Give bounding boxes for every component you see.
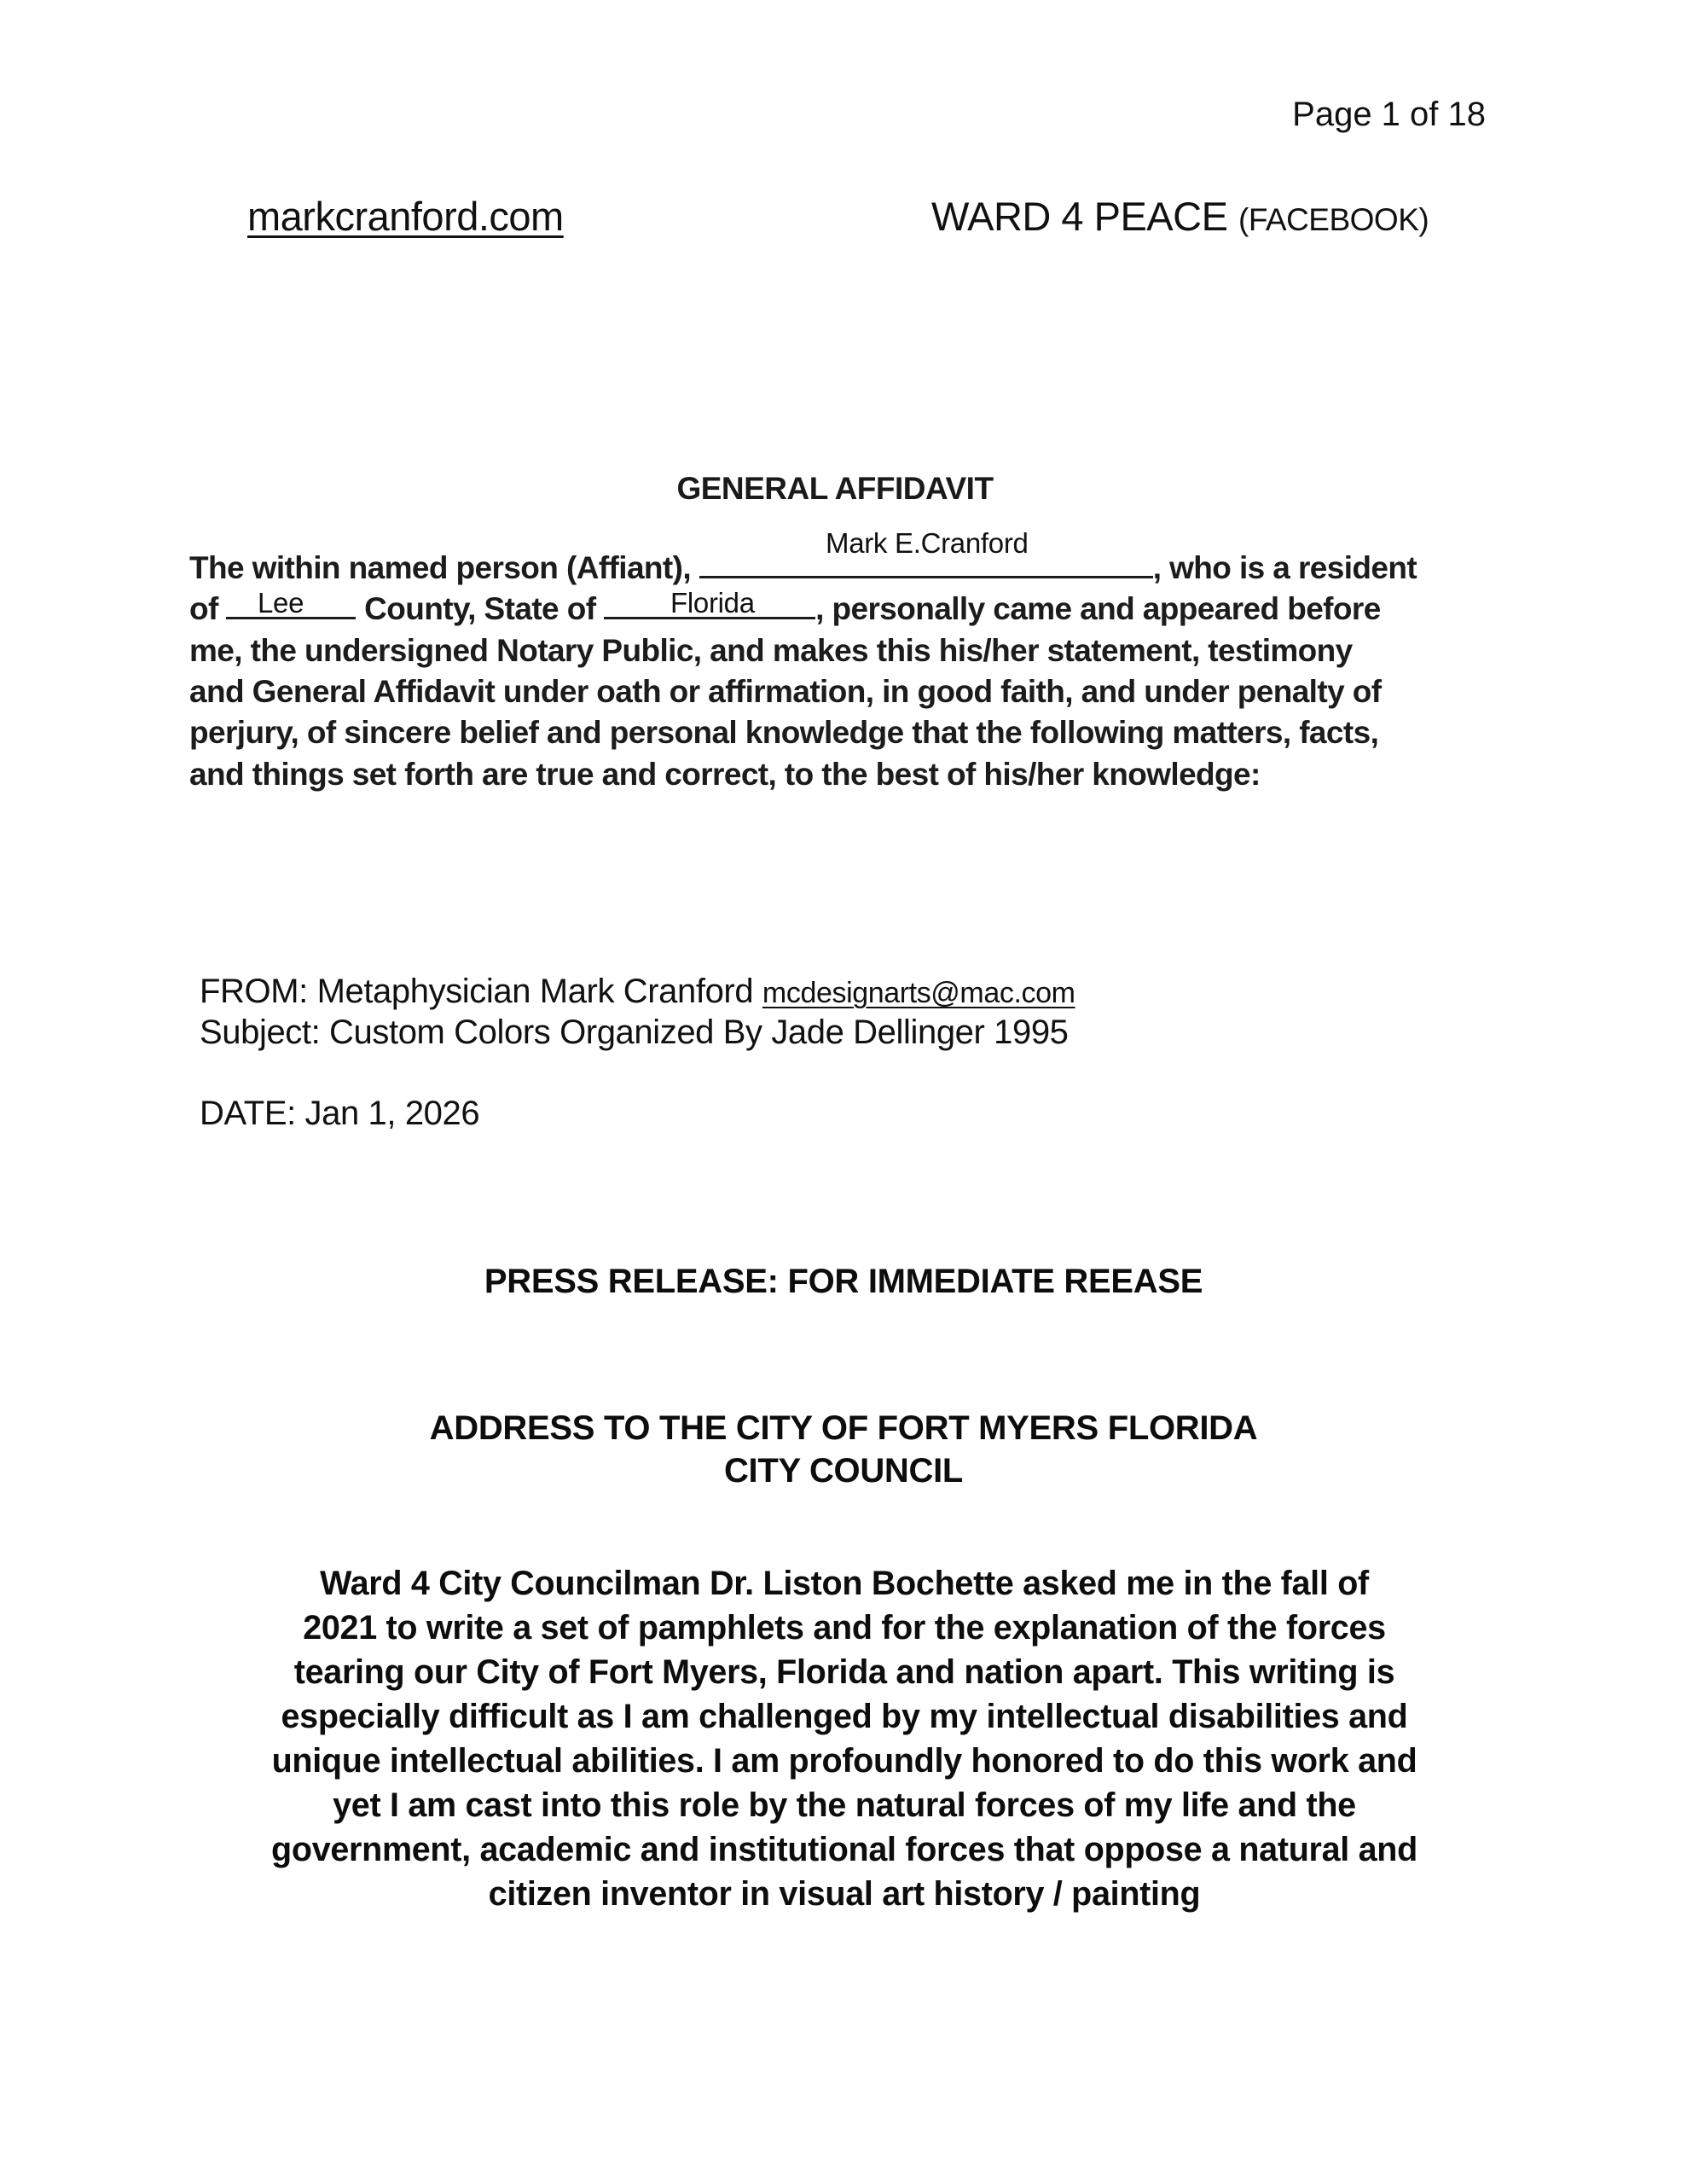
date-line: DATE: Jan 1, 2026 <box>200 1095 480 1132</box>
address-heading-line-1: ADDRESS TO THE CITY OF FORT MYERS FLORIDA <box>429 1409 1258 1447</box>
body-line: government, academic and institutional forces that oppose a natural and <box>271 1831 1417 1868</box>
body-line: especially difficult as I am challenged by my intellectual disabilities and <box>281 1698 1408 1735</box>
affidavit-title: GENERAL AFFIDAVIT <box>676 471 994 506</box>
affidavit-line-1-before: The within named person (Affiant), <box>189 550 692 585</box>
press-release-heading: PRESS RELEASE: FOR IMMEDIATE REEASE <box>484 1263 1203 1300</box>
email-link[interactable]: mcdesignarts@mac.com <box>762 977 1075 1009</box>
affidavit-line-2 <box>189 591 1381 627</box>
body-paragraph <box>196 1561 1493 1916</box>
county-blank <box>226 593 356 619</box>
body-line: tearing our City of Fort Myers, Florida and nation apart. This writing is <box>293 1653 1395 1691</box>
affiant-name-blank <box>699 552 1153 578</box>
body-line: yet I am cast into this role by the natural forces of my life and the <box>333 1786 1356 1824</box>
affidavit-line-3: me, the undersigned Notary Public, and makes this his/her statement, testimony <box>189 633 1353 668</box>
address-heading-line-2: CITY COUNCIL <box>723 1452 964 1490</box>
affidavit-line-5: perjury, of sincere belief and personal knowledge that the following matters, facts, <box>189 715 1379 750</box>
affiant-name-field[interactable]: Mark E.Cranford <box>826 527 1029 559</box>
affidavit-line-1 <box>189 550 1417 586</box>
state-field[interactable]: Florida <box>670 587 755 619</box>
from-label: FROM: Metaphysician Mark Cranford <box>200 973 754 1010</box>
affidavit-line-2-after: , personally came and appeared before <box>815 591 1381 626</box>
page-number: Page 1 of 18 <box>1292 96 1486 133</box>
ward-title: WARD 4 PEACE <box>931 194 1228 239</box>
affidavit-line-4: and General Affidavit under oath or affirmation, in good faith, and under penalty of <box>189 674 1382 709</box>
ward-header <box>931 193 1429 240</box>
affidavit-line-6: and things set forth are true and correct, to the best of his/her knowledge: <box>189 757 1261 792</box>
from-line <box>200 973 1075 1011</box>
affidavit-line-2-county: County, State of <box>364 591 596 626</box>
state-blank <box>604 593 815 619</box>
body-line: citizen inventor in visual art history / painting <box>488 1875 1201 1913</box>
body-line: Ward 4 City Councilman Dr. Liston Bochette asked me in the fall of <box>320 1565 1369 1602</box>
body-line: 2021 to write a set of pamphlets and for the explanation of the forces <box>303 1609 1386 1647</box>
affidavit-line-2-of: of <box>189 591 218 626</box>
body-line: unique intellectual abilities. I am profoundly honored to do this work and <box>271 1742 1417 1780</box>
county-field[interactable]: Lee <box>258 587 304 619</box>
subject-line: Subject: Custom Colors Organized By Jade Dellinger 1995 <box>200 1014 1069 1051</box>
site-link[interactable]: markcranford.com <box>247 194 564 239</box>
affidavit-line-1-after: , who is a resident <box>1152 550 1417 585</box>
ward-suffix: (FACEBOOK) <box>1238 202 1429 237</box>
